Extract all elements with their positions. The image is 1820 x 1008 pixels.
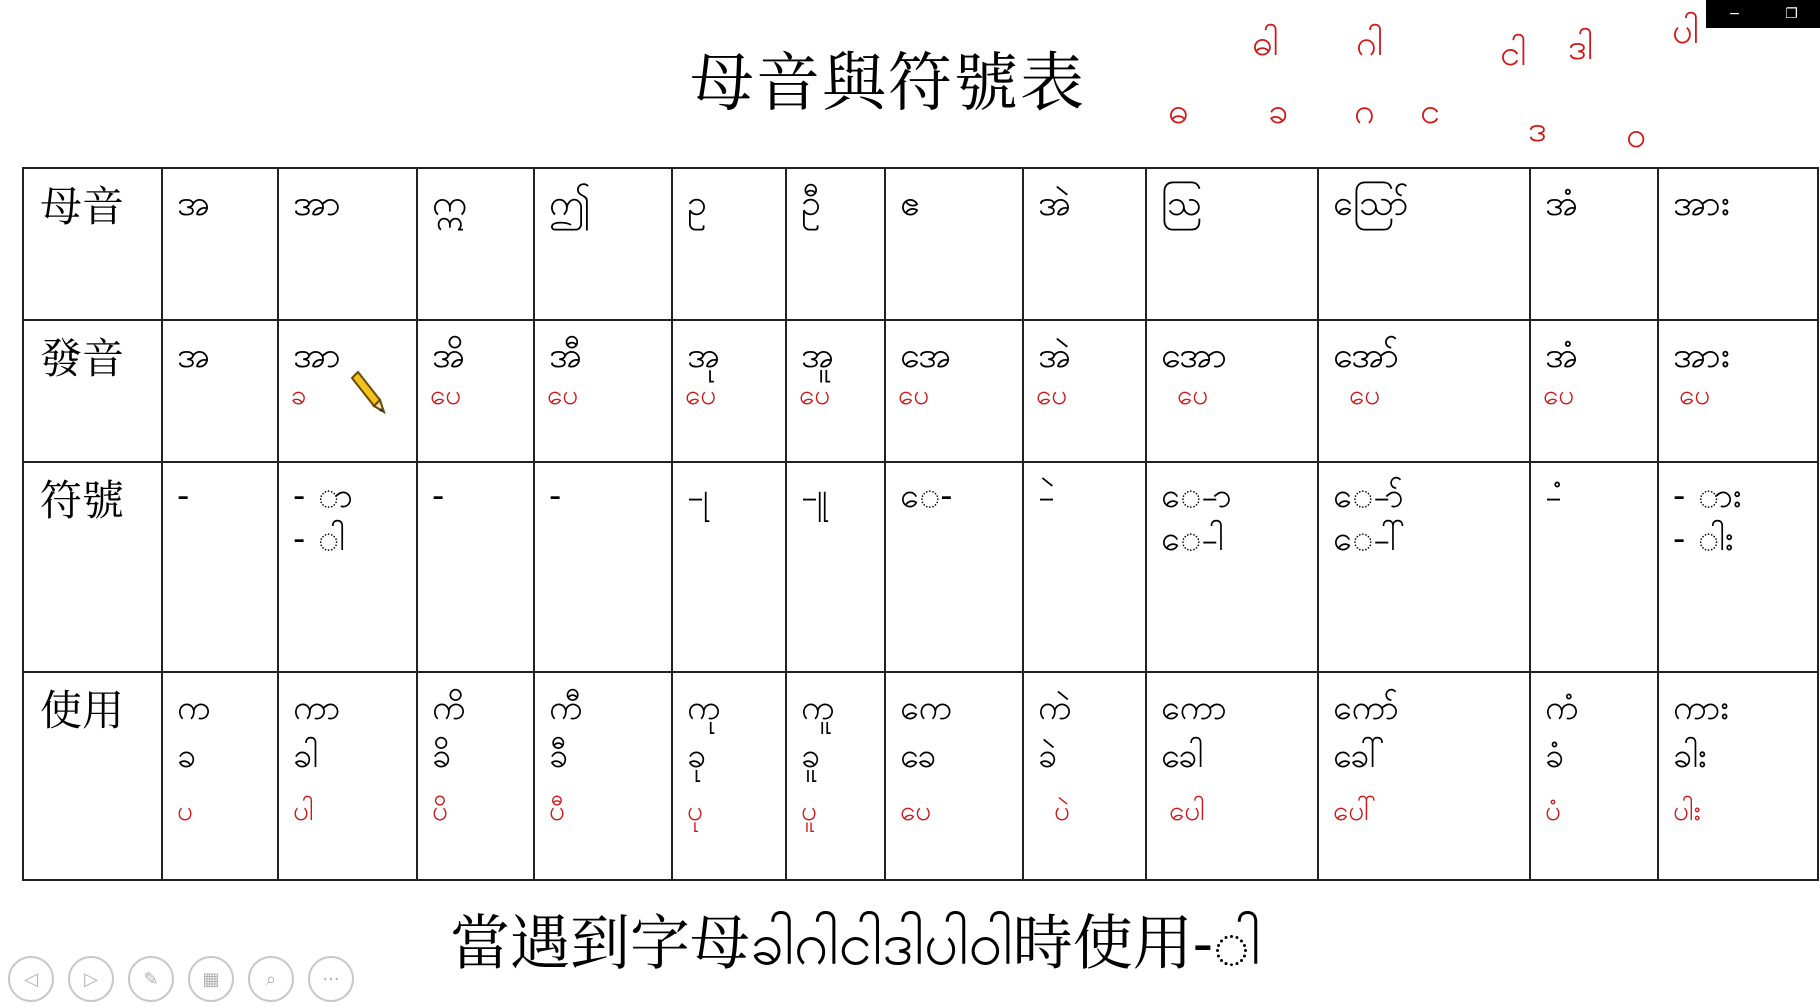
- usage-cell: [278, 672, 417, 880]
- pronunciation-cell: [1146, 320, 1318, 462]
- symbol-line: ေ-: [900, 476, 953, 516]
- handwriting-note: ပု: [687, 794, 703, 827]
- usage-line: ကော်: [1333, 688, 1399, 728]
- symbol-line: - ါး: [1673, 518, 1734, 559]
- usage-cell: [1658, 672, 1818, 880]
- usage-line: ခေါ: [1161, 735, 1204, 776]
- symbol-line: ေ-ာ်: [1333, 476, 1404, 516]
- symbol-cell: [278, 462, 417, 672]
- handwriting-note: ပေ: [1036, 378, 1068, 411]
- usage-line: ခါ: [293, 735, 319, 776]
- handwriting-note: ပိ: [432, 794, 448, 827]
- handwriting-note: ပေ: [547, 378, 579, 411]
- handwriting-note: ပေ: [685, 378, 717, 411]
- pronunciation-cell: [1023, 320, 1146, 462]
- handwriting-note: ပဲ: [1054, 794, 1070, 827]
- row-label-pronunciation: 發音: [23, 320, 162, 462]
- more-icon[interactable]: ···: [308, 956, 354, 1002]
- handwriting-note: ပေ: [430, 378, 462, 411]
- pronunciation-cell: [1318, 320, 1530, 462]
- symbol-row: [23, 462, 1818, 672]
- symbol-cell: [162, 462, 278, 672]
- handwriting-top-10: ဒ: [1528, 109, 1547, 150]
- usage-line: ခု: [687, 735, 707, 776]
- usage-line: က: [177, 688, 211, 728]
- pronunciation-text: အူ: [801, 335, 835, 376]
- handwriting-top-3: ငါ: [1500, 33, 1527, 74]
- pronunciation-text: အီ: [549, 335, 583, 376]
- row-label-vowel: 母音: [23, 168, 162, 320]
- symbol-line: -ူ: [801, 476, 828, 516]
- pronunciation-text: အံ: [1545, 335, 1579, 376]
- pronunciation-text: အား: [1673, 335, 1730, 376]
- usage-cell: [786, 672, 885, 880]
- slideshow-toolbar: [8, 956, 354, 1002]
- symbol-line: ေ-ါ်: [1333, 518, 1406, 559]
- vowel-cell: ဦ: [786, 168, 885, 320]
- pronunciation-text: အ: [177, 335, 211, 376]
- vowel-cell: အား: [1658, 168, 1818, 320]
- symbol-cell: [672, 462, 786, 672]
- usage-line: ကု: [687, 688, 721, 728]
- vowel-cell: ဤ: [534, 168, 672, 320]
- symbol-line: ေ-ာ: [1161, 476, 1232, 516]
- handwriting-note: ပေါ: [1169, 794, 1206, 827]
- handwriting-top-1: ဓါ: [1252, 23, 1279, 64]
- symbol-cell: [417, 462, 534, 672]
- usage-line: ကား: [1673, 688, 1729, 728]
- vowel-cell: ဧ: [885, 168, 1023, 320]
- symbol-cell: [1023, 462, 1146, 672]
- handwriting-note: ပ: [177, 794, 193, 827]
- pronunciation-cell: [278, 320, 417, 462]
- footer-caption: 當遇到字母ခါဂါငါဒါပါဝါ時使用-ါ: [450, 909, 1261, 979]
- vowel-symbol-table: [22, 167, 1819, 881]
- handwriting-note: ပေ: [1543, 378, 1575, 411]
- back-icon[interactable]: ◁: [8, 956, 54, 1002]
- pen-icon[interactable]: ✎: [128, 956, 174, 1002]
- pronunciation-cell: [1530, 320, 1658, 462]
- usage-cell: [534, 672, 672, 880]
- symbol-line: -: [549, 476, 562, 516]
- usage-line: ခဲ: [1038, 735, 1058, 776]
- handwriting-note: ပေါ်: [1333, 794, 1377, 827]
- handwriting-note: ပေ: [799, 378, 831, 411]
- vowel-cell: အဲ: [1023, 168, 1146, 320]
- usage-cell: [672, 672, 786, 880]
- slide-title: 母音與符號表: [690, 47, 1086, 121]
- window-controls: [1706, 0, 1820, 28]
- pronunciation-cell: [885, 320, 1023, 462]
- usage-line: ကော: [1161, 688, 1227, 728]
- symbol-line: - ါ: [293, 518, 345, 559]
- vowel-cell: အံ: [1530, 168, 1658, 320]
- usage-line: ခ: [177, 735, 197, 776]
- handwriting-note: ခ: [291, 378, 307, 411]
- usage-line: ကာ: [293, 688, 341, 728]
- handwriting-top-9: င: [1420, 91, 1440, 132]
- handwriting-top-2: ဂါ: [1356, 23, 1383, 64]
- handwriting-top-5: ပါ: [1672, 11, 1699, 52]
- pronunciation-cell: [1658, 320, 1818, 462]
- usage-line: ကီ: [549, 688, 583, 728]
- usage-cell: [417, 672, 534, 880]
- vowel-cell: ဩ: [1146, 168, 1318, 320]
- symbol-cell: [885, 462, 1023, 672]
- vowel-cell: ဥ: [672, 168, 786, 320]
- symbol-line: -ံ: [1545, 476, 1562, 516]
- handwriting-top-6: ဓ: [1168, 91, 1189, 132]
- pronunciation-cell: [417, 320, 534, 462]
- usage-line: ကံ: [1545, 688, 1579, 728]
- pronunciation-text: အော်: [1333, 335, 1399, 376]
- pronunciation-cell: [786, 320, 885, 462]
- pronunciation-text: အာ: [293, 335, 341, 376]
- vowel-cell: ဪ: [1318, 168, 1530, 320]
- handwriting-note: ပေ: [1349, 378, 1381, 411]
- symbol-line: -: [177, 476, 190, 516]
- handwriting-note: ပါး: [1673, 794, 1701, 827]
- row-label-usage: 使用: [23, 672, 162, 880]
- usage-line: ခေ: [900, 735, 937, 776]
- handwriting-note: ပီ: [549, 794, 565, 827]
- usage-line: ခူ: [801, 735, 821, 776]
- pronunciation-cell: [672, 320, 786, 462]
- symbol-line: -: [432, 476, 445, 516]
- handwriting-top-8: ဂ: [1354, 91, 1375, 132]
- symbol-cell: [1146, 462, 1318, 672]
- usage-line: ခေါ်: [1333, 735, 1385, 776]
- symbol-cell: [786, 462, 885, 672]
- symbol-cell: [534, 462, 672, 672]
- pronunciation-row: [23, 320, 1818, 462]
- slides-icon[interactable]: ▦: [188, 956, 234, 1002]
- handwriting-note: ပူ: [801, 794, 817, 827]
- pronunciation-text: အော: [1161, 335, 1227, 376]
- vowel-cell: အာ: [278, 168, 417, 320]
- pencil-cursor-icon: [350, 370, 388, 416]
- handwriting-note: ပေ: [898, 378, 930, 411]
- minimize-button[interactable]: −: [1728, 6, 1741, 22]
- usage-cell: [885, 672, 1023, 880]
- usage-cell: [162, 672, 278, 880]
- symbol-line: ေ-ါ: [1161, 518, 1224, 559]
- vowel-cell: အ: [162, 168, 278, 320]
- vowel-row: [23, 168, 1818, 320]
- zoom-icon[interactable]: ⌕: [248, 956, 294, 1002]
- usage-cell: [1530, 672, 1658, 880]
- usage-line: ခိ: [432, 735, 452, 776]
- symbol-cell: [1318, 462, 1530, 672]
- symbol-line: - ား: [1673, 476, 1742, 516]
- usage-row: [23, 672, 1818, 880]
- handwriting-note: ပေ: [1177, 378, 1209, 411]
- pronunciation-text: အု: [687, 335, 721, 376]
- usage-cell: [1146, 672, 1318, 880]
- handwriting-top-11: ဝ: [1626, 115, 1647, 156]
- symbol-cell: [1530, 462, 1658, 672]
- restore-button[interactable]: ❐: [1785, 6, 1798, 22]
- usage-line: ကိ: [432, 688, 466, 728]
- usage-line: ကူ: [801, 688, 835, 728]
- usage-line: ခါး: [1673, 735, 1707, 776]
- handwriting-note: ပေ: [1679, 378, 1711, 411]
- usage-line: ကေ: [900, 688, 952, 728]
- symbol-line: -ု: [687, 476, 709, 516]
- handwriting-top-4: ဒါ: [1568, 27, 1593, 68]
- handwriting-note: ပံ: [1545, 794, 1561, 827]
- usage-line: ခီ: [549, 735, 569, 776]
- handwriting-note: ပေ: [900, 794, 932, 827]
- symbol-line: - ာ: [293, 476, 353, 516]
- pronunciation-text: အေ: [900, 335, 952, 376]
- forward-icon[interactable]: ▷: [68, 956, 114, 1002]
- handwriting-note: ပါ: [293, 794, 314, 827]
- symbol-cell: [1658, 462, 1818, 672]
- usage-line: ခံ: [1545, 735, 1565, 776]
- pronunciation-cell: [162, 320, 278, 462]
- pronunciation-cell: [534, 320, 672, 462]
- symbol-line: -ဲ: [1038, 476, 1055, 516]
- row-label-symbol: 符號: [23, 462, 162, 672]
- usage-cell: [1318, 672, 1530, 880]
- pronunciation-text: အိ: [432, 335, 466, 376]
- usage-line: ကဲ: [1038, 688, 1072, 728]
- vowel-cell: ဣ: [417, 168, 534, 320]
- usage-cell: [1023, 672, 1146, 880]
- pronunciation-text: အဲ: [1038, 335, 1072, 376]
- handwriting-top-7: ခ: [1268, 91, 1289, 132]
